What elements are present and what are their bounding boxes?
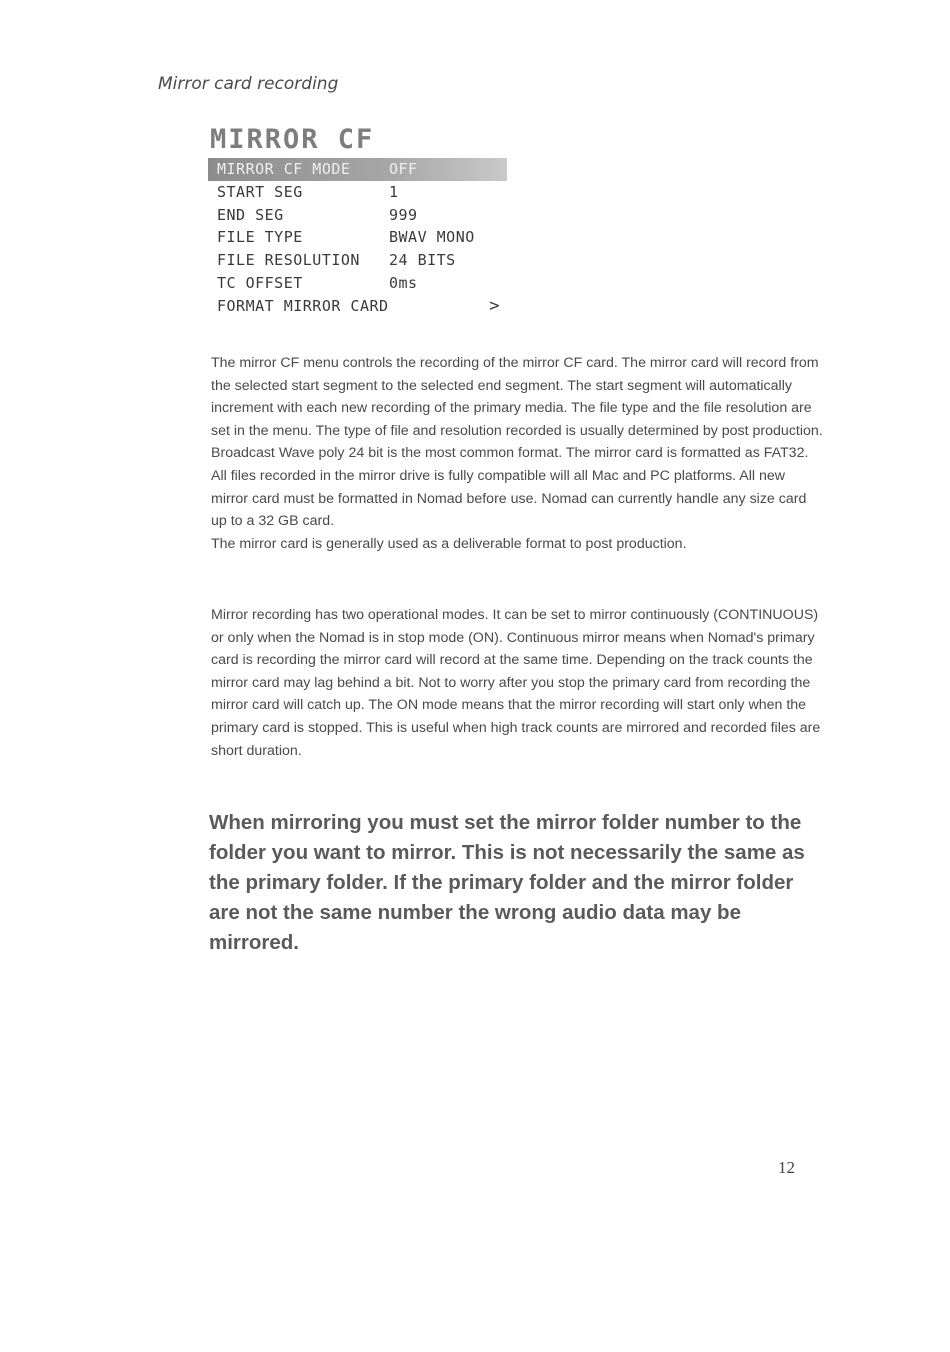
paragraph-operational-modes: Mirror recording has two operational modes. It can be set to mirror continuously (CONTINUOUS) or only when the Nomad is in stop mode (ON). Continuous mirror means when Nomad's primary card is recording the mirror card will record at the same time. Depending on the track counts the mirror card may lag behind a bit. Not to worry after you stop the primary card from recording the mirror card will catch up. The ON mode means that the mirror recording will start only when the primary card is stopped. This is useful when high track counts are mirrored and recorded files are short duration.	[211, 607, 821, 759]
menu-row-mirror-cf-mode	[208, 158, 507, 181]
menu-row-value: BWAV MONO	[389, 228, 475, 247]
menu-row-format-mirror-card	[208, 295, 518, 318]
page-number: 12	[778, 1158, 795, 1177]
menu-row-label: MIRROR CF MODE	[217, 160, 351, 178]
menu-row-value: 0ms	[389, 273, 418, 292]
menu-title: MIRROR CF	[210, 124, 375, 155]
menu-row-label: FILE RESOLUTION	[217, 251, 360, 270]
menu-row-label: TC OFFSET	[217, 273, 303, 292]
paragraph-text: The mirror card is generally used as a deliverable format to post production.	[211, 535, 687, 552]
paragraph-text: The mirror CF menu controls the recording of the mirror CF card. The mirror card will record from the selected start segment to the selected end segment. The start segment will automatically increment with each new recording of the primary media. The file type and the file resolution are set in the menu. The type of file and resolution recorded is usually determined by post production. Broadcast Wave poly 24 bit is the most common format. The mirror card is formatted as FAT32. All files recorded in the mirror drive is fully compatible will all Mac and PC platforms. All new mirror card must be formatted in Nomad before use. Nomad can currently handle any size card up to a 32 GB card.	[211, 355, 823, 530]
menu-row-file-resolution	[208, 249, 518, 272]
menu-row-label: FORMAT MIRROR CARD	[217, 296, 389, 315]
menu-row-value: 999	[389, 205, 418, 224]
menu-row-file-type	[208, 226, 518, 249]
menu-row-value: 24 BITS	[389, 251, 456, 270]
menu-row-label: END SEG	[217, 205, 284, 224]
menu-row-value: OFF	[389, 160, 418, 178]
menu-row-end-seg	[208, 204, 518, 227]
warning-note: When mirroring you must set the mirror folder number to the folder you want to mirror. This is not necessarily the same as the primary folder. If the primary folder and the mirror folder are not the same number the wrong audio data may be mirrored.	[209, 811, 805, 954]
menu-row-value: 1	[389, 182, 399, 201]
menu-row-label: START SEG	[217, 182, 303, 201]
menu-row-start-seg	[208, 181, 518, 204]
menu-row-tc-offset	[208, 272, 518, 295]
paragraph-mirror-cf-menu	[211, 352, 823, 555]
section-heading: Mirror card recording	[158, 74, 339, 94]
mirror-cf-menu-display	[208, 122, 518, 318]
menu-row-label: FILE TYPE	[217, 228, 303, 247]
chevron-right-icon: >	[489, 295, 500, 316]
